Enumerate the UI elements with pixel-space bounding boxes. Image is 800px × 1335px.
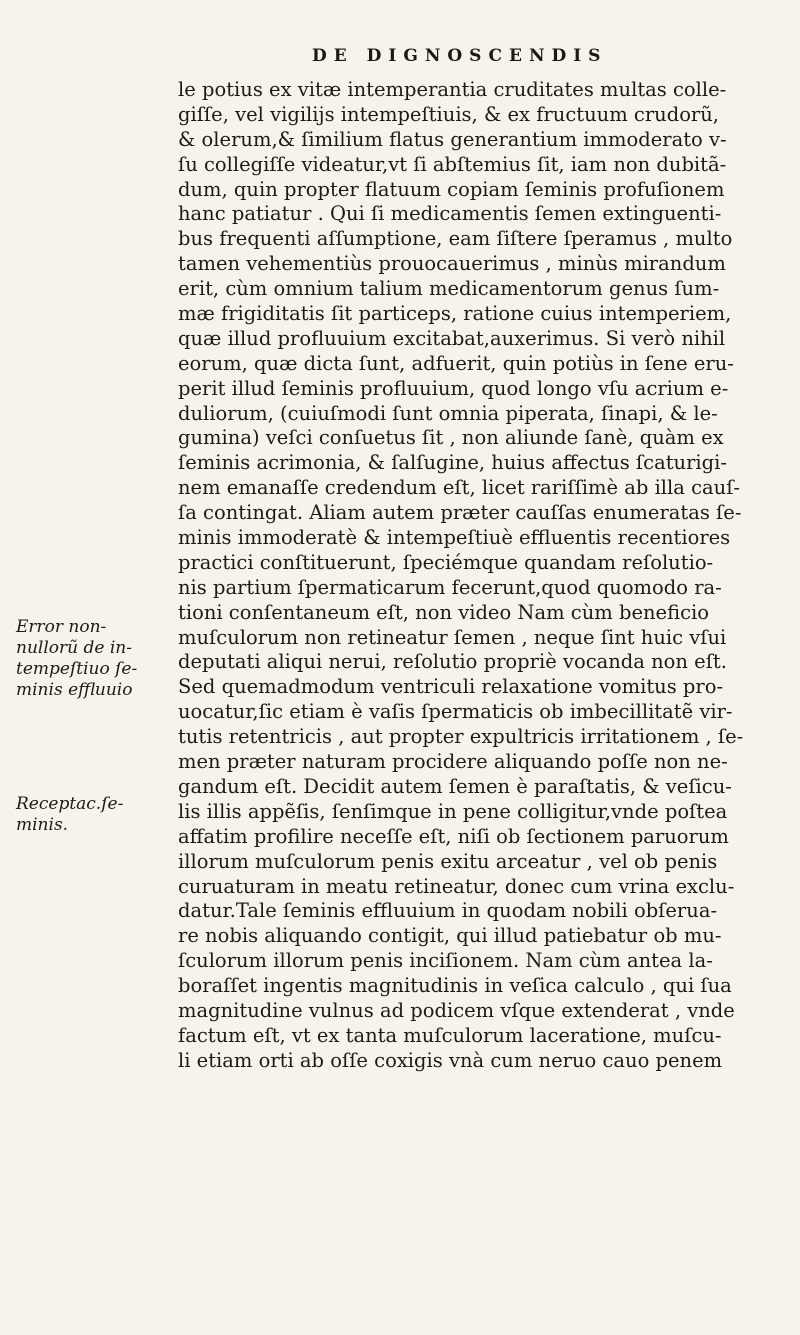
text-line: tamen vehementiùs prouocauerimus , minùs mirandum (178, 252, 726, 276)
text-line: curuaturam in meatu retineatur, donec cum vrina exclu- (178, 874, 735, 898)
text-line: datur.Tale ſeminis effluuium in quodam nobili obſerua- (178, 899, 718, 923)
text-line: factum eſt, vt ex tanta muſculorum laceratione, muſcu- (178, 1023, 722, 1047)
text-line: uocatur,ſic etiam è vaſis ſpermaticis ob imbecillitatẽ vir- (178, 700, 733, 724)
text-line: muſculorum non retineatur ſemen , neque ſint huic vſui (178, 625, 727, 649)
text-line: deputati aliqui nerui, reſolutio propriè vocanda non eſt. (178, 650, 727, 674)
margin-note-receptacula: Receptac.ſe- minis. (16, 794, 124, 835)
text-line: mæ frigiditatis ſit particeps, ratione cuius intemperiem, (178, 302, 732, 326)
text-line: hanc patiatur . Qui ſi medicamentis ſemen extinguenti- (178, 202, 722, 226)
text-line: tutis retentricis , aut propter expultricis irritationem , ſe- (178, 725, 744, 749)
margin-note-error: Error non- nullorũ de in- tempeſtiuo ſe- minis effluuio (16, 617, 138, 700)
text-line: tioni conſentaneum eſt, non video Nam cùm beneficio (178, 600, 709, 624)
text-line: eorum, quæ dicta ſunt, adfuerit, quin potiùs in ſene eru- (178, 351, 734, 375)
text-line: & olerum,& ſimilium flatus generantium immoderato v- (178, 127, 727, 151)
text-line: Sed quemadmodum ventriculi relaxatione vomitus pro- (178, 675, 724, 699)
text-line: re nobis aliquando contigit, qui illud patiebatur ob mu- (178, 924, 722, 948)
text-line: ſa contingat. Aliam autem præter cauſſas enumeratas ſe- (178, 501, 742, 525)
text-line: le potius ex vitæ intemperantia cruditates multas colle- (178, 78, 727, 101)
text-line: ſculorum illorum penis inciſionem. Nam cùm antea la- (178, 949, 713, 973)
text-line: magnitudine vulnus ad podicem vſque extenderat , vnde (178, 998, 735, 1022)
text-line: practici conſtituerunt, ſpeciémque quandam reſolutio- (178, 550, 714, 574)
text-line: lis illis appẽſis, ſenſimque in pene colligitur,vnde poſtea (178, 799, 728, 823)
text-line: illorum muſculorum penis exitu arceatur , vel ob penis (178, 849, 718, 873)
text-line: affatim profilire neceſſe eſt, niſi ob ſectionem paruorum (178, 824, 729, 848)
text-line: ſu collegiſſe videatur,vt ſi abſtemius ſit, iam non dubitã- (178, 152, 727, 176)
running-head: DE DIGNOSCENDIS (312, 46, 608, 66)
text-line: men præter naturam procidere aliquando poſſe non ne- (178, 750, 728, 774)
text-line: giſſe, vel vigilijs intempeſtiuis, & ex fructuum crudorũ, (178, 102, 720, 126)
text-line: duliorum, (cuiuſmodi ſunt omnia piperata, ſinapi, & le- (178, 401, 718, 425)
text-line: quæ illud profluuium excitabat,auxerimus. Si verò nihil (178, 326, 726, 350)
text-line: gumina) veſci conſuetus ſit , non aliunde ſanè, quàm ex (178, 426, 724, 450)
text-line: nem emanaſſe credendum eſt, licet rariſſimè ab illa cauſ- (178, 476, 741, 500)
text-line: bus frequenti aſſumptione, eam ſiſtere ſperamus , multo (178, 227, 733, 251)
text-line: nis partium ſpermaticarum fecerunt,quod quomodo ra- (178, 575, 722, 599)
text-line: minis immoderatè & intempeſtiuè effluentis recentiores (178, 526, 731, 550)
text-line: li etiam orti ab oſſe coxigis vnà cum neruo cauo penem (178, 1048, 723, 1072)
text-line: dum, quin propter flatuum copiam ſeminis profuſionem (178, 177, 725, 201)
text-line: ſeminis acrimonia, & ſalſugine, huius affectus ſcaturigi- (178, 451, 727, 475)
text-line: erit, cùm omnium talium medicamentorum genus ſum- (178, 277, 720, 301)
text-line: perit illud ſeminis profluuium, quod longo vſu acrium e- (178, 376, 729, 400)
text-line: boraſſet ingentis magnitudinis in veſica calculo , qui ſua (178, 974, 732, 998)
text-line: gandum eſt. Decidit autem ſemen è paraſtatis, & veſicu- (178, 774, 732, 798)
body-text (178, 78, 778, 1074)
